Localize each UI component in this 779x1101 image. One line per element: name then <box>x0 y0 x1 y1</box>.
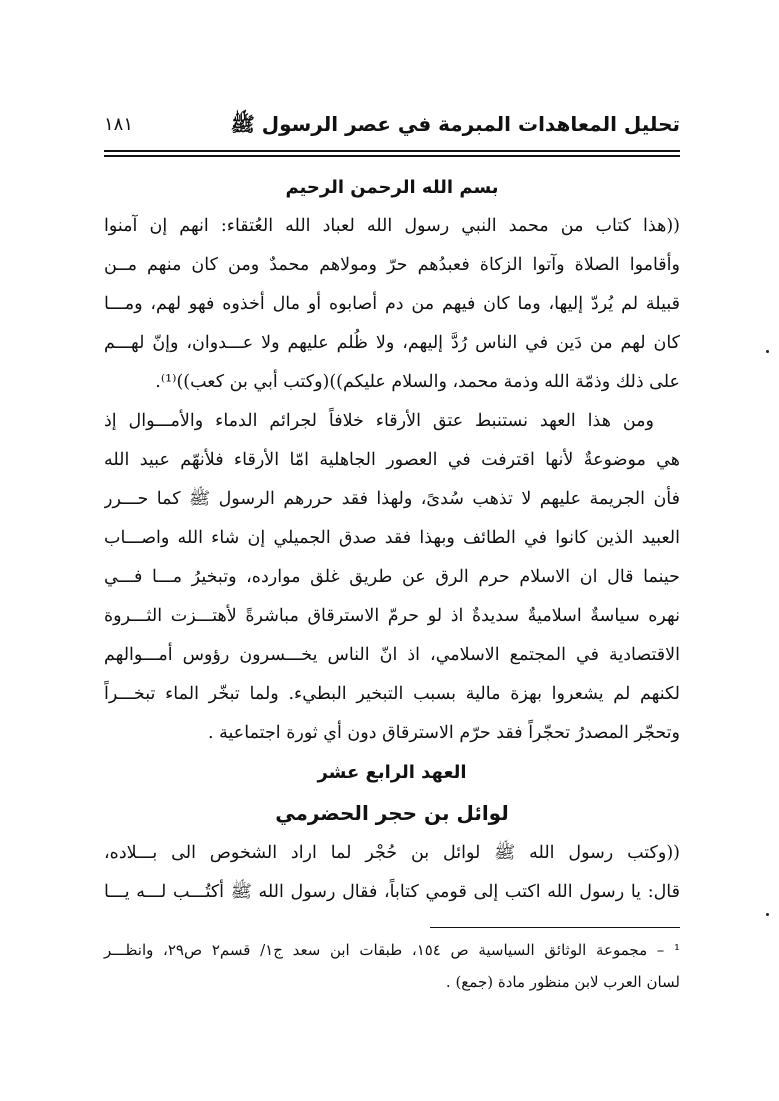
text-line: لكنهم لم يشعروا بهزة مالية بسبب التبخير البطيء. ولما تبخّر الماء تبخـــراً <box>104 684 680 704</box>
page-number: ١٨١ <box>104 114 134 135</box>
analysis-paragraph <box>104 402 680 753</box>
text-line: كان لهم من دَين في الناس رُدَّ إليهم، ولا ظُلم عليهم ولا عـــدوان، وإنّ لهـــم <box>104 333 680 353</box>
scan-speck <box>766 350 769 353</box>
text-line: حينما قال ان الاسلام حرم الرق عن طريق غلق موارده، وتبخيرُ مـــا فـــي <box>104 567 680 587</box>
footnote-line: لسان العرب لابن منظور مادة (جمع) . <box>445 973 680 991</box>
footnote-rule <box>430 927 680 928</box>
treaty-paragraph <box>104 834 680 912</box>
running-title: تحليل المعاهدات المبرمة في عصر الرسول ﷺ <box>230 112 680 136</box>
text-line: ((هذا كتاب من محمد النبي رسول الله لعباد الله العُتقاء: انهم إن آمنوا <box>104 216 680 236</box>
text-line: ومن هذا العهد نستنبط عتق الأرقاء خلافاً لجرائم الدماء والأمـــوال إذ <box>104 411 654 431</box>
text-line: ((وكتب رسول الله ﷺ لوائل بن حُجْر لما اراد الشخوص الى بـــلاده، <box>104 843 680 863</box>
subject-heading: لوائل بن حجر الحضرمي <box>275 801 509 825</box>
header-rule-top <box>104 150 680 152</box>
text-line: قبيلة لم يُردّ إليها، وما كان فيهم من دم أصابوه أو مال أخذوه فهو لهم، ومـــا <box>104 294 680 314</box>
letter-paragraph <box>104 207 680 402</box>
text-line: هي موضوعةٌ لأنها اقترفت في العصور الجاهلية امّا الأرقاء فلأنهّم عبيد الله <box>104 450 680 470</box>
text-line: فأن الجريمة عليهم لا تذهب سُدىً، ولهذا فقد حررهم الرسول ﷺ كما حـــرر <box>104 489 680 509</box>
text-line: قال: يا رسول الله اكتب إلى قومي كتاباً، فقال رسول الله ﷺ أكتُـــب لـــه يـــا <box>104 882 680 902</box>
text-line: وتحجّر المصدرُ تحجّراً فقد حرّم الاسترقاق دون أي ثورة اجتماعية . <box>208 723 680 743</box>
footnotes <box>104 934 680 998</box>
text-line: على ذلك وذمّة الله وذمة محمد، والسلام عليكم))(وكتب أبي بن كعب))⁽¹⁾. <box>155 372 680 392</box>
basmala-heading: بسم الله الرحمن الرحيم <box>285 177 499 198</box>
footnote-line: ¹ – مجموعة الوثائق السياسية ص ١٥٤، طبقات ابن سعد ج١/ قسم٢ ص٢٩، وانظـــر <box>104 941 681 959</box>
section-heading: العهد الرابع عشر <box>317 762 467 783</box>
text-line: وأقاموا الصلاة وآتوا الزكاة فعبدُهم حرّ ومولاهم محمدٌ ومن كان منهم مــن <box>104 255 680 275</box>
text-line: نهره سياسةٌ اسلاميةٌ سديدةٌ اذ لو حرمّ الاسترقاق مباشرةً لأهتـــزت الثـــروة <box>104 606 680 626</box>
running-header <box>104 112 680 142</box>
body-text <box>104 168 680 912</box>
text-line: العبيد الذين كانوا في الطائف وبهذا فقد صدق الجميلي إن شاء الله واصـــاب <box>104 528 680 548</box>
text-line: الاقتصادية في المجتمع الاسلامي، اذ انّ الناس يخـــسرون رؤوس أمـــوالهم <box>104 645 680 665</box>
header-rule-bottom <box>104 155 680 157</box>
scan-speck <box>766 913 769 916</box>
